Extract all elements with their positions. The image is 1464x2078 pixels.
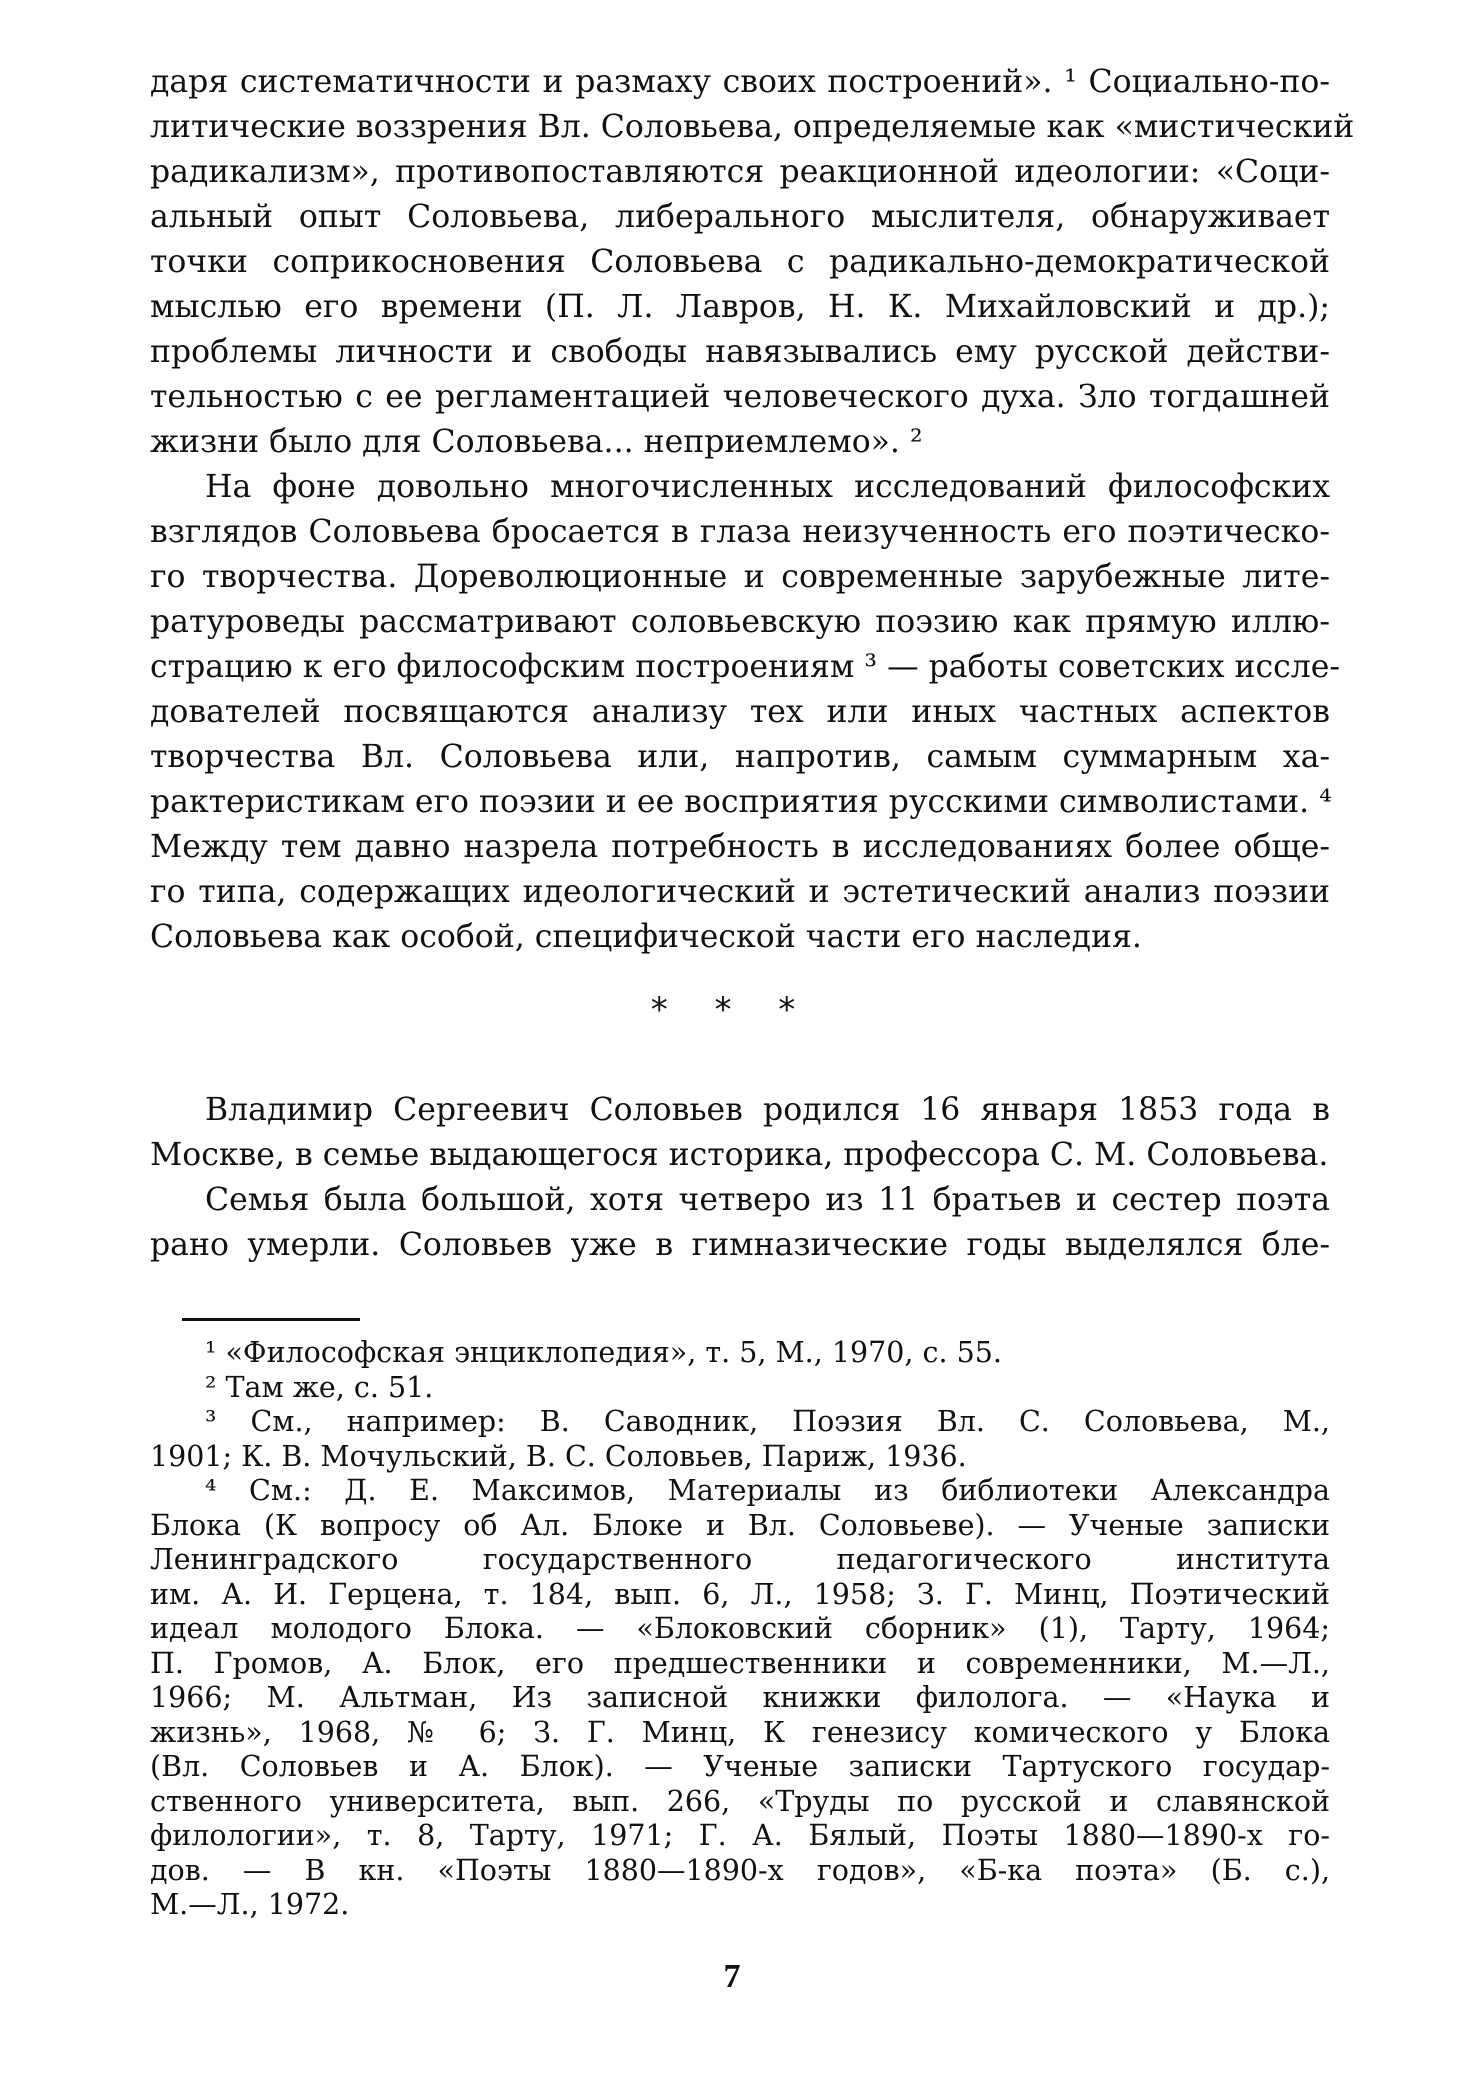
text-line: го творчества. Дореволюционные и современные зарубежные лите- <box>150 559 1330 595</box>
biography-text <box>150 1088 1330 1268</box>
footnote-4-line: (Вл. Соловьев и А. Блок). — Ученые записки Тартуского государ- <box>150 1750 1330 1783</box>
text-line: На фоне довольно многочисленных исследований философских <box>205 469 1330 505</box>
text-line: альный опыт Соловьева, либерального мыслителя, обнаруживает <box>150 199 1330 235</box>
footnote-4-line: ственного университета, вып. 266, «Труды по русской и славянской <box>150 1784 1330 1818</box>
text-line: дователей посвящаются анализу тех или иных частных аспектов <box>150 694 1330 730</box>
text-line: Москве, в семье выдающегося историка, профессора С. М. Соловьева. <box>150 1137 1329 1173</box>
text-line: рано умерли. Соловьев уже в гимназические годы выделялся бле- <box>150 1227 1330 1263</box>
text-line: рактеристикам его поэзии и ее восприятия русскими символистами. ⁴ <box>150 784 1332 820</box>
text-line: проблемы личности и свободы навязывались ему русской действи- <box>150 334 1330 370</box>
paragraph-2 <box>150 465 1341 960</box>
page-number: 7 <box>723 1958 741 1995</box>
footnote-4-line: 1966; М. Альтман, Из записной книжки филолога. — «Наука и <box>150 1681 1330 1714</box>
text-line: Владимир Сергеевич Соловьев родился 16 января 1853 года в <box>205 1092 1330 1128</box>
text-line: го типа, содержащих идеологический и эстетический анализ поэзии <box>150 874 1330 910</box>
footnote-divider <box>182 1318 360 1321</box>
footnotes <box>150 1336 1330 1923</box>
footnote-4-line: идеал молодого Блока. — «Блоковский сборник» (1), Тарту, 1964; <box>150 1612 1330 1645</box>
footnote-4-line: Ленинградского государственного педагогического института <box>150 1543 1330 1576</box>
footnote-4-line: им. А. И. Герцена, т. 184, вып. 6, Л., 1958; З. Г. Минц, Поэтический <box>150 1577 1330 1611</box>
footnote-3-line: 1901; К. В. Мочульский, В. С. Соловьев, Париж, 1936. <box>150 1439 967 1473</box>
text-line: творчества Вл. Соловьева или, напротив, самым суммарным ха- <box>150 739 1330 775</box>
text-line: мыслью его времени (П. Л. Лавров, Н. К. Михайловский и др.); <box>150 289 1330 325</box>
text-line: страцию к его философским построениям ³ — работы советских иссле- <box>150 649 1341 685</box>
footnote-4-line: М.—Л., 1972. <box>150 1888 350 1921</box>
text-line: радикализм», противопоставляются реакционной идеологии: «Соци- <box>150 154 1330 190</box>
footnote-4-line: Блока (К вопросу об Ал. Блоке и Вл. Соловьеве). — Ученые записки <box>150 1508 1330 1542</box>
footnote-4-line: дов. — В кн. «Поэты 1880—1890-х годов», «Б-ка поэта» (Б. с.), <box>150 1853 1330 1887</box>
paragraph-1 <box>150 60 1355 465</box>
footnote-2: ² Там же, с. 51. <box>205 1370 434 1404</box>
text-line: Соловьева как особой, специфической части его наследия. <box>150 919 1142 955</box>
text-line: Между тем давно назрела потребность в исследованиях более обще- <box>150 829 1330 865</box>
footnote-4-line: филологии», т. 8, Тарту, 1971; Г. А. Бялый, Поэты 1880—1890-х го- <box>150 1819 1330 1852</box>
section-separator: * * * <box>650 990 814 1030</box>
footnote-3-line: ³ См., например: В. Саводник, Поэзия Вл. С. Соловьева, М., <box>205 1405 1330 1438</box>
text-line: даря систематичности и размаху своих построений». ¹ Социально-по- <box>150 64 1330 100</box>
text-line: взглядов Соловьева бросается в глаза неизученность его поэтическо- <box>150 514 1330 550</box>
text-line: Семья была большой, хотя четверо из 11 братьев и сестер поэта <box>205 1182 1330 1218</box>
footnote-4-line: П. Громов, А. Блок, его предшественники и современники, М.—Л., <box>150 1646 1330 1680</box>
text-line: ратуроведы рассматривают соловьевскую поэзию как прямую иллю- <box>150 604 1330 640</box>
footnote-4-line: жизнь», 1968, № 6; З. Г. Минц, К генезису комического у Блока <box>150 1715 1330 1749</box>
text-line: жизни было для Соловьева... неприемлемо». ² <box>150 424 923 460</box>
footnote-1: ¹ «Философская энциклопедия», т. 5, М., 1970, с. 55. <box>205 1336 1002 1369</box>
text-line: тельностью с ее регламентацией человеческого духа. Зло тогдашней <box>150 379 1330 415</box>
text-line: точки соприкосновения Соловьева с радикально-демократической <box>150 244 1330 280</box>
main-text <box>150 60 1355 960</box>
text-line: литические воззрения Вл. Соловьева, определяемые как «мистический <box>150 109 1355 145</box>
footnote-4-line: ⁴ См.: Д. Е. Максимов, Материалы из библиотеки Александра <box>205 1474 1330 1507</box>
